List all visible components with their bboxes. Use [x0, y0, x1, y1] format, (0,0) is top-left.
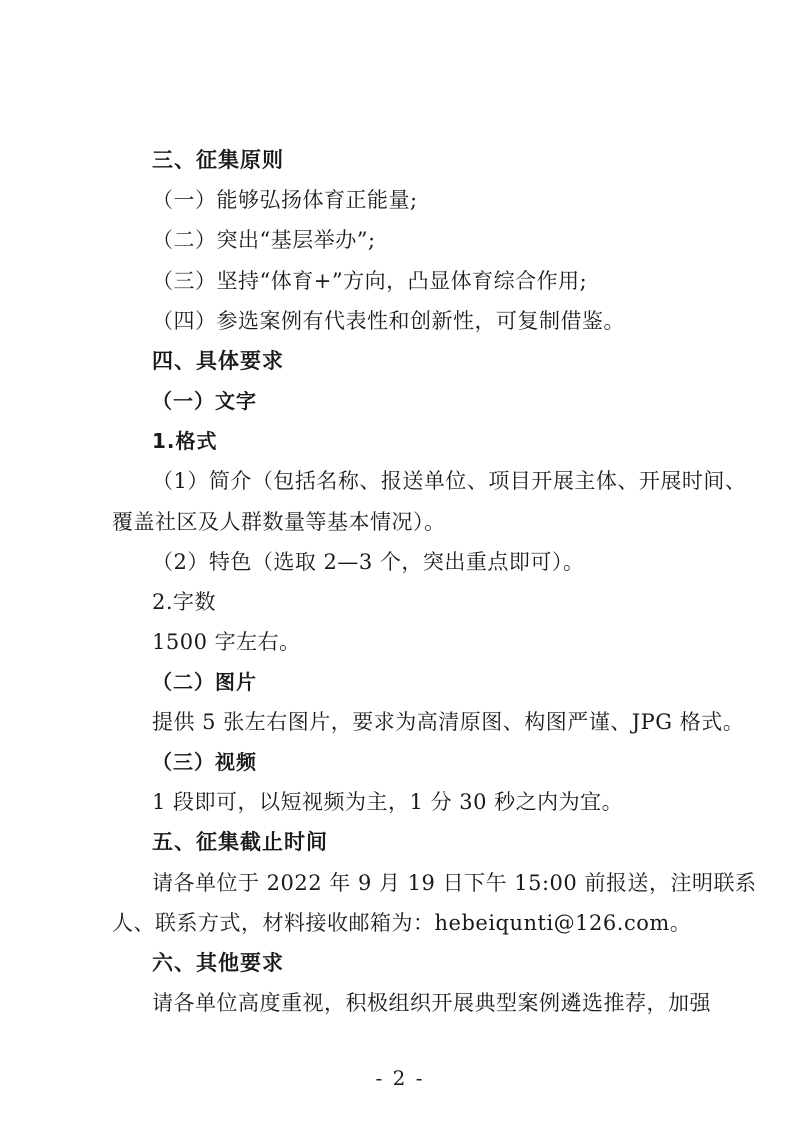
principle-item-2: （二）突出“基层举办”;: [152, 228, 376, 252]
format-item-1-cont: 覆盖社区及人群数量等基本情况）。: [112, 510, 446, 534]
page-number: - 2 -: [375, 1066, 425, 1090]
format-item-2: （2）特色（选取 2—3 个，突出重点即可）。: [152, 550, 585, 574]
subheading-format: 1.格式: [152, 429, 218, 453]
images-text: 提供 5 张左右图片，要求为高清原图、构图严谨、JPG 格式。: [152, 710, 745, 734]
deadline-text-cont: 人、联系方式，材料接收邮箱为：hebeiqunti@126.com。: [112, 911, 692, 935]
format-item-1: （1）简介（包括名称、报送单位、项目开展主体、开展时间、: [152, 469, 747, 493]
video-text: 1 段即可，以短视频为主，1 分 30 秒之内为宜。: [152, 790, 624, 814]
word-count-text: 1500 字左右。: [152, 630, 301, 654]
subheading-images: （二）图片: [152, 670, 257, 694]
section-heading-4: 四、具体要求: [152, 349, 284, 373]
section-heading-6: 六、其他要求: [152, 951, 284, 975]
principle-item-1: （一）能够弘扬体育正能量;: [152, 188, 418, 212]
subheading-word-count: 2.字数: [152, 590, 217, 614]
other-requirements-text: 请各单位高度重视，积极组织开展典型案例遴选推荐，加强: [152, 991, 711, 1015]
principle-item-3: （三）坚持“体育+”方向，凸显体育综合作用;: [152, 269, 588, 293]
section-heading-3: 三、征集原则: [152, 148, 284, 172]
subheading-text: （一）文字: [152, 389, 257, 413]
principle-item-4: （四）参选案例有代表性和创新性，可复制借鉴。: [152, 309, 625, 333]
section-heading-5: 五、征集截止时间: [152, 830, 328, 854]
deadline-text: 请各单位于 2022 年 9 月 19 日下午 15:00 前报送，注明联系: [152, 871, 757, 895]
subheading-video: （三）视频: [152, 750, 257, 774]
